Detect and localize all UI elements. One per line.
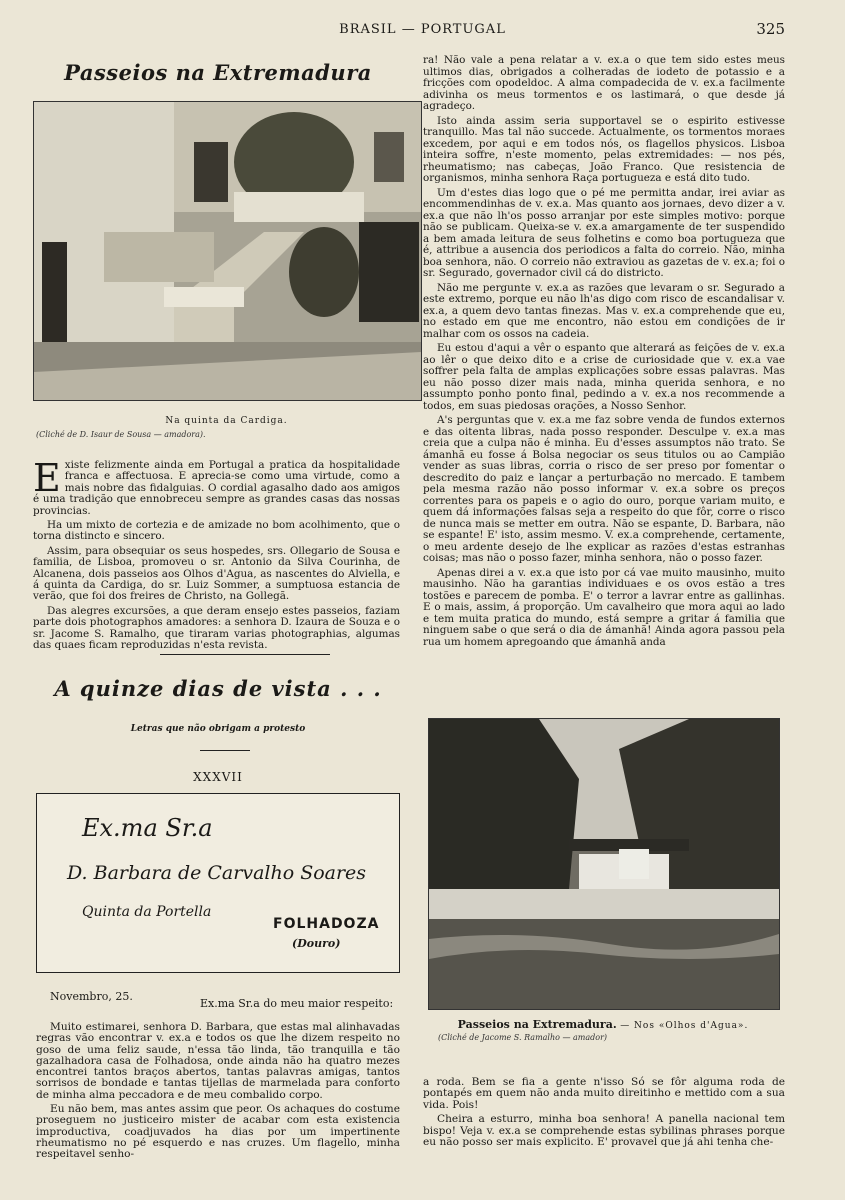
page-header xyxy=(0,20,845,40)
article1-paragraph: Ha um mixto de cortezia e de amizade no bom acolhimento, que o torna distincto e sincero. xyxy=(33,519,400,543)
letter-paragraph: Eu não bem, mas antes assim que peor. Os achaques do costume proseguem no justiceiro mister de acabar com esta existencia improductiva, coadjuvados ha dias por um impertinente rheumatismo no pé esquerdo e nas cruzes. Um flagello, minha respeitavel senho- xyxy=(36,1103,400,1161)
letter-paragraph: Muito estimarei, senhora D. Barbara, que estas mal alinhavadas regras vão encontrar v. ex.a e todos os que lhe dizem respeito no goso de uma feliz saude, n'essa tão linda, tão tranquilla e tão gazalhadora casa de Folhadosa, onde ainda não ha quatro mezes encontrei tantos braços abertos, tantas palavras amigas, tantos sorrisos de bondade e tantas tijellas de marmelada para conforto de minha alma peccadora e de meu combalido corpo. xyxy=(36,1021,400,1101)
envelope-address-line: Quinta da Portella xyxy=(82,904,212,920)
letter-body-right-bottom xyxy=(423,1077,785,1151)
envelope-town: FOLHADOZA xyxy=(273,916,380,932)
section-divider xyxy=(160,654,330,655)
article1-body xyxy=(33,456,400,655)
photo-quinta-cardiga xyxy=(33,101,422,401)
letter-paragraph: Um d'estes dias logo que o pé me permitta andar, irei aviar as encommendinhas de v. ex.a. Mas quanto aos jornaes, devo dizer a v. ex.a que não lh'os posso arranjar por este simples motivo: porque não se publicam. Queixa-se v. ex.a amargamente de ter suspendido a bem amada leitura de seus folhetins e como boa portugueza que é, attribue a ausencia dos periodicos a falta do correio. Não, minha boa senhora, não. O correio não extraviou as gazetas de v. ex.a; foi o sr. Segurado, governador civil cá do districto. xyxy=(423,186,785,279)
photo2-caption-title: Passeios na Extremadura. xyxy=(457,1018,617,1031)
letter-paragraph: a roda. Bem se fia a gente n'isso Só se fôr alguma roda de pontapés em quem não anda muito direitinho e mettido com a sua vida. Pois! xyxy=(423,1076,785,1111)
photo2-credit: (Cliché de Jacome S. Ramalho — amador) xyxy=(438,1033,608,1042)
letter-date: Novembro, 25. xyxy=(50,990,133,1003)
river-illustration xyxy=(429,719,779,1009)
letter-paragraph: ra! Não vale a pena relatar a v. ex.a o que tem sido estes meus ultimos dias, obrigados a colheradas de iodeto de potassio e a fricções com opodeldoc. A alma compadecida de v. ex.a facilmente adivinha os meus tormentos e os lastimará, o que desde já agradeço. xyxy=(423,54,785,112)
letter-body-right xyxy=(423,55,785,651)
drop-cap: E xyxy=(33,456,61,500)
running-title: BRASIL — PORTUGAL xyxy=(339,22,506,37)
letter-paragraph: Isto ainda assim seria supportavel se o espirito estivesse tranquillo. Mas tal não succede. Actualmente, os tormentos moraes excedem, por aqui e em todos nós, os flagellos physicos. Lisboa inteira soffre, n'este momento, pelas extremidades: — nos pés, rheumatismo; nas cabeças, João Franco. Que resistencia de organismos, minha senhora Raça portugueza e está dito tudo. xyxy=(423,114,785,184)
article1-paragraph: Das alegres excursões, a que deram ensejo estes passeios, faziam parte dois photographos amadores: a senhora D. Izaura de Souza e o sr. Jacome S. Ramalho, que tiraram varias photographias, algumas das quaes ficam reproduzidas n'esta revista. xyxy=(33,604,400,652)
photo2-caption xyxy=(428,1018,778,1031)
column-subtitle: Letras que não obrigam a protesto xyxy=(130,724,306,734)
letter-greeting: Ex.ma Sr.a do meu maior respeito: xyxy=(200,997,394,1010)
envelope-address xyxy=(36,793,400,973)
installment-number: XXXVII xyxy=(193,770,243,784)
subtitle-divider xyxy=(200,750,250,751)
letter-paragraph: Não me pergunte v. ex.a as razões que levaram o sr. Segurado a este extremo, porque eu não lh'as digo com risco de escandalisar v. ex.a, a quem devo tantas finezas. Mas v. ex.a comprehende que eu, no estado em que me encontro, não estou em condições de ir malhar com os ossos na cadeia. xyxy=(423,281,785,340)
article-title: Passeios na Extremadura xyxy=(64,60,372,85)
envelope-region: (Douro) xyxy=(292,937,341,950)
envelope-addressee: D. Barbara de Carvalho Soares xyxy=(67,862,367,884)
article1-paragraph: Existe felizmente ainda em Portugal a pratica da hospitalidade franca e affectuosa. E aprecia-se como uma virtude, como a mais nobre das fidalguias. O cordial agasalho dado aos amigos é uma tradição que ennobreceu sempre as grandes casas das nossas provincias. xyxy=(33,456,400,517)
photo-credit: (Cliché de D. Isaur de Sousa — amadora). xyxy=(36,430,206,439)
page-number: 325 xyxy=(756,20,785,38)
letter-paragraph: Eu estou d'aqui a vêr o espanto que alterará as feições de v. ex.a ao lêr o que deixo dito e a crise de curiosidade que v. ex.a vae soffrer pela falta de amplas explicações sobre essas palavras. Mas eu não posso dizer mais nada, minha querida senhora, e no assumpto ponho ponto final, pedindo a v. ex.a nos recommende a todos, em suas piedosas orações, a Nosso Senhor. xyxy=(423,342,785,412)
photo2-caption-rest: — Nos «Olhos d'Agua». xyxy=(620,1021,749,1031)
letter-body-left xyxy=(36,1022,400,1164)
article1-paragraph: Assim, para obsequiar os seus hospedes, srs. Ollegario de Sousa e familia, de Lisboa, promoveu o sr. Antonio da Silva Courinha, de Alcanena, dois passeios aos Olhos d'Agua, as nascentes do Alviella, e á quinta da Cardiga, do sr. Luiz Sommer, a sumptuosa estancia de verão, que foi dos freires de Christo, na Gollegã. xyxy=(33,544,400,603)
photo-caption: Na quinta da Cardiga. xyxy=(165,416,288,426)
letter-paragraph: A's perguntas que v. ex.a me faz sobre venda de fundos externos e das oitenta libras, nada posso responder. Desculpe v. ex.a mas creia que a culpa não é minha. Eu d'esses assumptos não trato. Se ámanhã eu fosse á Bolsa negociar os seus titulos ou ao Campião vender as suas libras, corria o risco de ser preso por fomentar o descredito do paiz e lançar a perturbação no mercado. E tambem pela mesma razão não posso informar v. ex.a sobre os preços correntes para os papeis e o agio do ouro, porque variam muito, e quem dá informações falsas seja a respeito do que fôr, corre o risco de nunca mais se metter em outra. Não se espante, D. Barbara, não se espante! E' isto, assim mesmo. V. ex.a comprehende, certamente, o meu ardente desejo de lhe explicar as razões d'estas estranhas coisas; mas não o posso fazer, minha senhora, não o posso fazer. xyxy=(423,414,785,564)
courtyard-illustration xyxy=(34,102,421,400)
envelope-salutation: Ex.ma Sr.a xyxy=(82,814,213,842)
letter-paragraph: Apenas direi a v. ex.a que isto por cá vae muito mausinho, muito mausinho. Não ha garantias individuaes e os ovos estão a tres tostões e parecem de pomba. E' o terror a lavrar entre as gallinhas. E o mais, assim, á proporção. Um cavalheiro que mora aqui ao lado e tem muita pratica do mundo, está sempre a gritar á familia que ninguem sabe o que será o dia de ámanhã! Ainda agora passou pela rua um homem apregoando que ámanhã anda xyxy=(423,566,785,648)
column-title: A quinze dias de vista . . . xyxy=(54,676,382,701)
letter-paragraph: Cheira a esturro, minha boa senhora! A panella nacional tem bispo! Veja v. ex.a se comprehende estas sybilinas phrases porque eu não posso ser mais explicito. E' provavel que já ahi tenha che- xyxy=(423,1113,785,1149)
photo-olhos-dagua xyxy=(428,718,780,1010)
